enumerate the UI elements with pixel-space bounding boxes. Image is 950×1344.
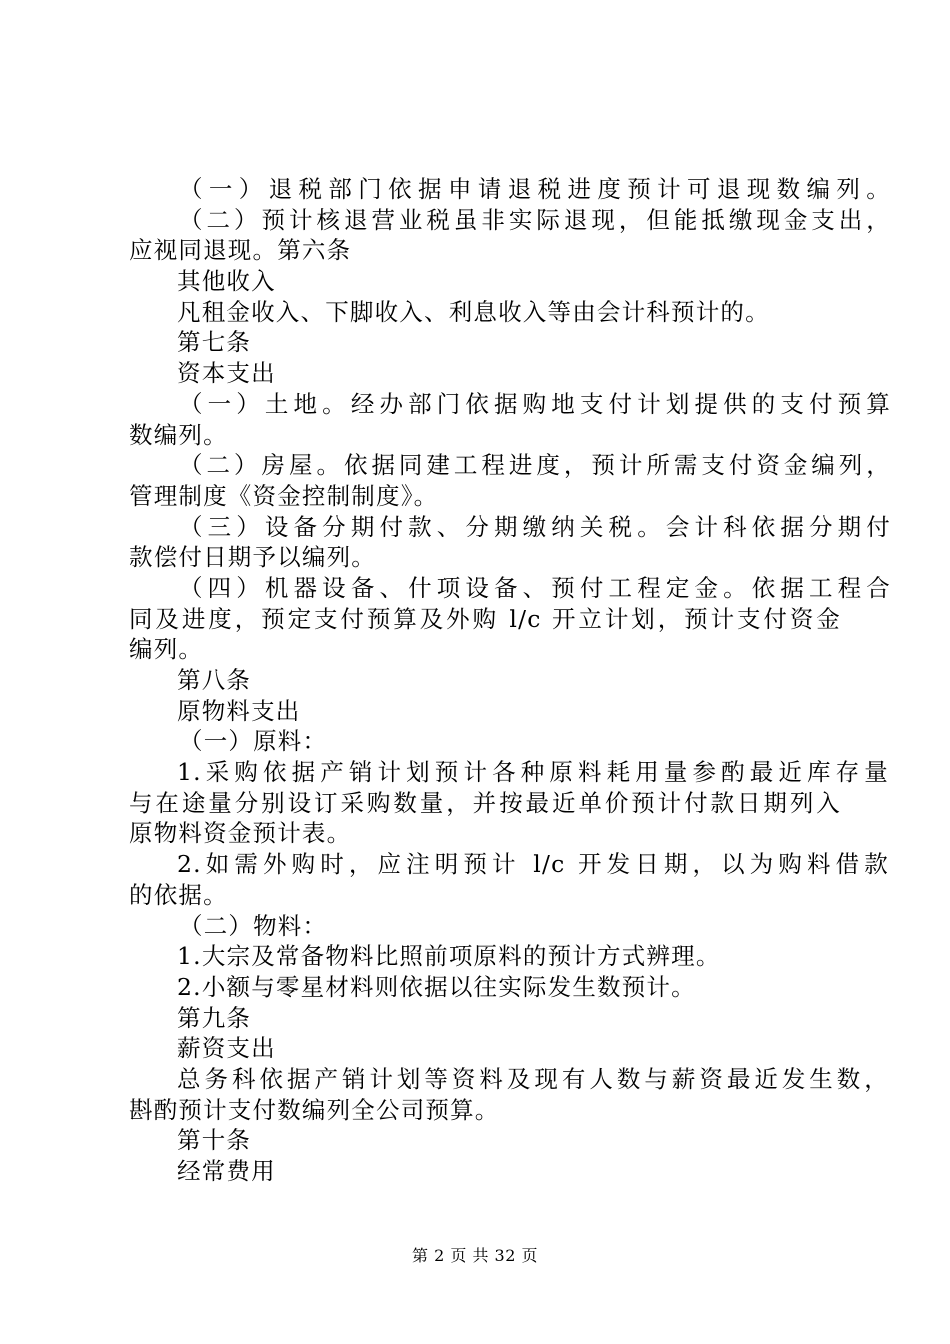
article-heading: 第八条 xyxy=(177,666,252,694)
paragraph-line: 应视同退现。第六条 xyxy=(129,236,352,265)
paragraph-line: 凡租金收入、下脚收入、利息收入等由会计科预计的。 xyxy=(177,297,770,326)
paragraph-line: 同及进度，预定支付预算及外购 l/c 开立计划，预计支付资金 xyxy=(129,604,841,633)
article-heading: 第九条 xyxy=(177,1003,252,1032)
paragraph-line: 数编列。 xyxy=(129,420,228,449)
section-heading: 经常费用 xyxy=(177,1157,276,1185)
paragraph-line: （一）退税部门依据申请退税进度预计可退现数编列。 xyxy=(179,175,891,203)
paragraph-line: 1.大宗及常备物料比照前项原料的预计方式辨理。 xyxy=(177,942,721,971)
paragraph-line: 的依据。 xyxy=(129,880,228,909)
paragraph-line: 1.采购依据产销计划预计各种原料耗用量参酌最近库存量 xyxy=(177,758,889,787)
paragraph-line: 编列。 xyxy=(129,635,204,664)
page-number-footer: 第 2 页 共 32 页 xyxy=(412,1246,538,1265)
section-heading: 原物料支出 xyxy=(177,696,301,725)
paragraph-line: 总务科依据产销计划等资料及现有人数与薪资最近发生数， xyxy=(177,1064,889,1093)
paragraph-line: （一）土地。经办部门依据购地支付计划提供的支付预算 xyxy=(179,389,891,418)
document-body xyxy=(129,174,891,1187)
paragraph-line: 2.如需外购时，应注明预计 l/c 开发日期，以为购料借款 xyxy=(177,850,889,879)
paragraph-line: （二）房屋。依据同建工程进度，预计所需支付资金编列， xyxy=(179,451,891,480)
paragraph-line: （三）设备分期付款、分期缴纳关税。会计科依据分期付 xyxy=(179,512,891,541)
subsection-heading: （二）物料： xyxy=(179,911,328,940)
section-heading: 薪资支出 xyxy=(177,1034,276,1063)
section-heading: 资本支出 xyxy=(177,359,276,388)
paragraph-line: 款偿付日期予以编列。 xyxy=(129,543,376,572)
paragraph-line: 与在途量分别设订采购数量，并按最近单价预计付款日期列入 xyxy=(129,788,841,817)
paragraph-line: 管理制度《资金控制制度》。 xyxy=(129,481,439,510)
section-heading: 其他收入 xyxy=(177,267,276,296)
paragraph-line: 原物料资金预计表。 xyxy=(129,819,352,848)
paragraph-line: （四）机器设备、什项设备、预付工程定金。依据工程合 xyxy=(179,573,891,602)
subsection-heading: （一）原料： xyxy=(179,727,328,756)
paragraph-line: （二）预计核退营业税虽非实际退现，但能抵缴现金支出， xyxy=(179,205,891,234)
article-heading: 第十条 xyxy=(177,1126,252,1155)
paragraph-line: 斟酌预计支付数编列全公司预算。 xyxy=(129,1095,500,1124)
article-heading: 第七条 xyxy=(177,328,252,357)
paragraph-line: 2.小额与零星材料则依据以往实际发生数预计。 xyxy=(177,972,696,1001)
